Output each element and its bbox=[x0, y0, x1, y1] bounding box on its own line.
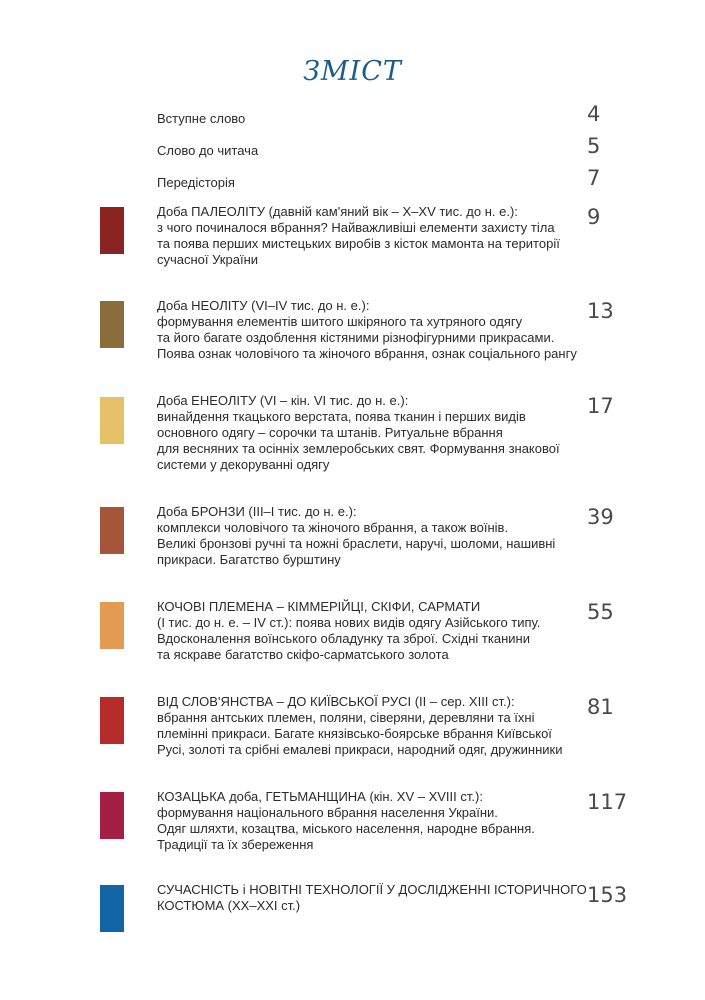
toc-section-modern[interactable] bbox=[157, 882, 587, 914]
section-page-number: 117 bbox=[587, 790, 628, 814]
toc-section-eneolithic[interactable] bbox=[157, 393, 577, 473]
section-page-number: 81 bbox=[587, 695, 614, 719]
section-page-number: 13 bbox=[587, 299, 614, 323]
toc-entry-reader-page: 5 bbox=[587, 134, 601, 158]
toc-entry-intro-page: 4 bbox=[587, 102, 601, 126]
section-line: та його багате оздоблення кістяними різнофігурними прикрасами. bbox=[157, 330, 555, 345]
section-line: Доба БРОНЗИ (ІІІ–І тис. до н. е.): bbox=[157, 504, 357, 519]
section-color-swatch bbox=[100, 697, 124, 744]
section-line: Одяг шляхти, козацтва, міського населення, народне вбрання. bbox=[157, 821, 535, 836]
section-color-swatch bbox=[100, 602, 124, 649]
toc-entry-prehistory-title[interactable]: Передісторія bbox=[157, 175, 235, 190]
toc-section-neolithic[interactable] bbox=[157, 298, 577, 362]
section-line: КОСТЮМА (ХХ–ХХІ ст.) bbox=[157, 898, 301, 913]
section-line: винайдення ткацького верстата, поява тканин і перших видів bbox=[157, 409, 526, 424]
section-line: формування елементів шитого шкіряного та хутряного одягу bbox=[157, 314, 523, 329]
toc-section-nomads[interactable] bbox=[157, 599, 577, 663]
section-line: системи у декоруванні одягу bbox=[157, 457, 330, 472]
section-line: КОЧОВІ ПЛЕМЕНА – КІММЕРІЙЦІ, СКІФИ, САРМАТИ bbox=[157, 599, 481, 614]
toc-section-cossack[interactable] bbox=[157, 789, 577, 853]
toc-entry-reader-title[interactable]: Слово до читача bbox=[157, 143, 259, 158]
toc-section-kyivan-rus[interactable] bbox=[157, 694, 577, 758]
section-line: вбрання антських племен, поляни, сіверяни, деревляни та їхні bbox=[157, 710, 535, 725]
section-line: та поява перших мистецьких виробів з кісток мамонта на території bbox=[157, 236, 560, 251]
toc-section-paleolithic[interactable] bbox=[157, 204, 577, 268]
section-line: Доба ПАЛЕОЛІТУ (давній кам'яний вік – Х–ХV тис. до н. е.): bbox=[157, 204, 518, 219]
section-color-swatch bbox=[100, 507, 124, 554]
toc-entry-prehistory-page: 7 bbox=[587, 166, 601, 190]
section-line: та яскраве багатство скіфо-сарматського золота bbox=[157, 647, 449, 662]
section-line: Доба ЕНЕОЛІТУ (VI – кін. VI тис. до н. е.): bbox=[157, 393, 409, 408]
section-color-swatch bbox=[100, 792, 124, 839]
section-page-number: 9 bbox=[587, 205, 601, 229]
section-line: племінні прикраси. Багате князівсько-боярське вбрання Київської bbox=[157, 726, 552, 741]
section-line: ВІД СЛОВ'ЯНСТВА – ДО КИЇВСЬКОЇ РУСІ (ІІ – сер. XIII ст.): bbox=[157, 694, 515, 709]
section-line: Вдосконалення воїнського обладунку та зброї. Східні тканини bbox=[157, 631, 530, 646]
section-color-swatch bbox=[100, 207, 124, 254]
section-line: основного одягу – сорочки та штанів. Ритуальне вбрання bbox=[157, 425, 503, 440]
page-title: ЗМІСТ bbox=[303, 56, 402, 87]
section-line: для весняних та осінніх землеробських свят. Формування знакової bbox=[157, 441, 560, 456]
section-line: з чого починалося вбрання? Найважливіші елементи захисту тіла bbox=[157, 220, 555, 235]
section-line: Поява ознак чоловічого та жіночого вбрання, ознак соціального рангу bbox=[157, 346, 577, 361]
section-page-number: 153 bbox=[587, 883, 628, 907]
toc-entry-intro-title[interactable]: Вступне слово bbox=[157, 111, 246, 126]
section-page-number: 17 bbox=[587, 394, 614, 418]
section-page-number: 55 bbox=[587, 600, 614, 624]
section-line: комплекси чоловічого та жіночого вбрання, а також воїнів. bbox=[157, 520, 509, 535]
section-line: прикраси. Багатство бурштину bbox=[157, 552, 341, 567]
section-line: формування національного вбрання населення України. bbox=[157, 805, 498, 820]
section-line: КОЗАЦЬКА доба, ГЕТЬМАНЩИНА (кін. XV – XVIII ст.): bbox=[157, 789, 483, 804]
section-line: СУЧАСНІСТЬ і НОВІТНІ ТЕХНОЛОГІЇ У ДОСЛІДЖЕННІ ІСТОРИЧНОГО bbox=[157, 882, 587, 897]
toc-section-bronze[interactable] bbox=[157, 504, 577, 568]
section-line: Доба НЕОЛІТУ (VI–IV тис. до н. е.): bbox=[157, 298, 370, 313]
section-color-swatch bbox=[100, 397, 124, 444]
section-color-swatch bbox=[100, 885, 124, 932]
section-line: Русі, золоті та срібні емалеві прикраси, народний одяг, дружинники bbox=[157, 742, 563, 757]
section-line: Традиції та їх збереження bbox=[157, 837, 314, 852]
section-line: Великі бронзові ручні та ножні браслети, наручі, шоломи, нашивні bbox=[157, 536, 556, 551]
section-line: (І тис. до н. е. – IV ст.): поява нових видів одягу Азійського типу. bbox=[157, 615, 541, 630]
section-line: сучасної України bbox=[157, 252, 259, 267]
section-color-swatch bbox=[100, 301, 124, 348]
section-page-number: 39 bbox=[587, 505, 614, 529]
